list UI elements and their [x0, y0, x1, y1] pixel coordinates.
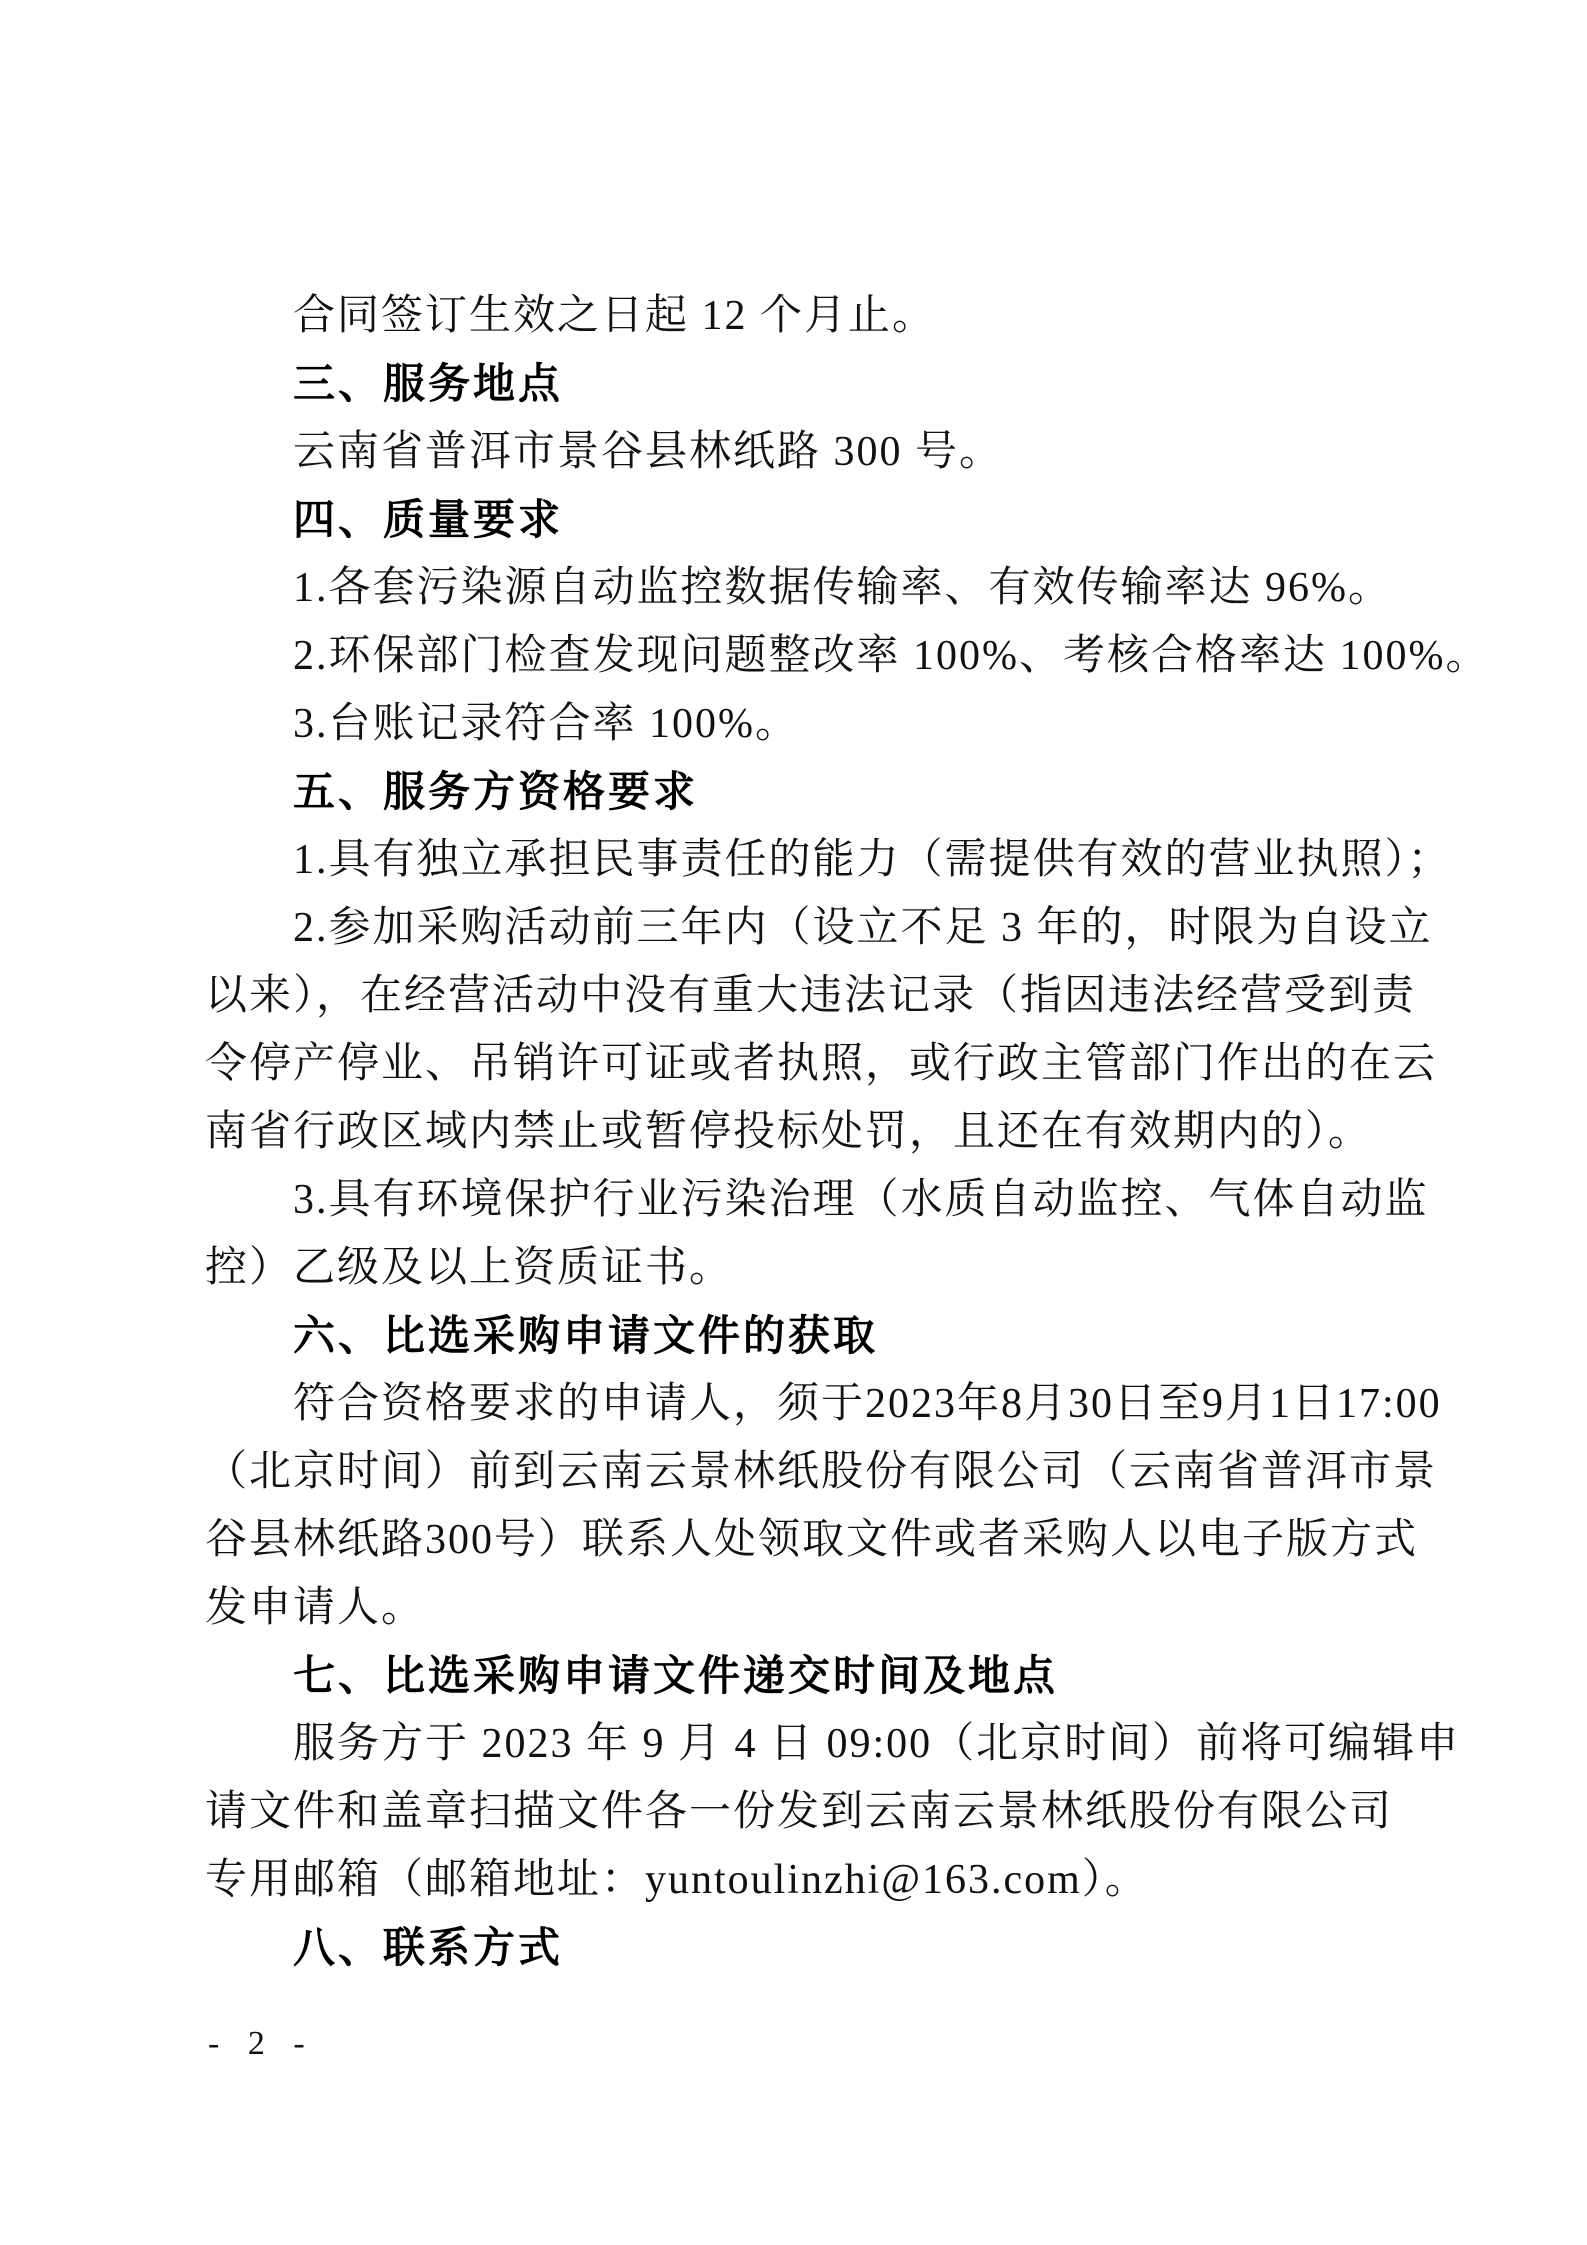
body-text-line: 1.各套污染源自动监控数据传输率、有效传输率达 96%。 [293, 565, 1392, 611]
body-text-line: 专用邮箱（邮箱地址：yuntoulinzhi@163.com）。 [205, 1857, 1149, 1903]
body-text-line: 控）乙级及以上资质证书。 [205, 1245, 734, 1291]
body-text-line: 请文件和盖章扫描文件各一份发到云南云景林纸股份有限公司 [205, 1789, 1394, 1835]
section-heading: 七、比选采购申请文件递交时间及地点 [293, 1652, 1059, 1699]
body-text-line: 南省行政区域内禁止或暂停投标处罚，且还在有效期内的）。 [205, 1109, 1373, 1155]
body-text-line: 2.环保部门检查发现问题整改率 100%、考核合格率达 100%。 [293, 633, 1490, 679]
body-text-line: 令停产停业、吊销许可证或者执照，或行政主管部门作出的在云 [205, 1041, 1438, 1087]
body-text-line: 1.具有独立承担民事责任的能力（需提供有效的营业执照）； [293, 837, 1452, 883]
body-text-line: 3.具有环境保护行业污染治理（水质自动监控、气体自动监 [293, 1177, 1429, 1223]
body-text-line: 3.台账记录符合率 100%。 [293, 701, 799, 747]
section-heading: 三、服务地点 [293, 360, 564, 407]
document-body [205, 282, 1490, 1982]
body-text-line: 服务方于 2023 年 9 月 4 日 09:00（北京时间）前将可编辑申 [293, 1721, 1461, 1767]
section-heading: 四、质量要求 [293, 496, 564, 543]
body-text-line: （北京时间）前到云南云景林纸股份有限公司（云南省普洱市景 [205, 1449, 1438, 1495]
body-text-line: 发申请人。 [205, 1585, 426, 1631]
body-text-line: 2.参加采购活动前三年内（设立不足 3 年的，时限为自设立 [293, 905, 1433, 951]
section-heading: 六、比选采购申请文件的获取 [293, 1312, 879, 1359]
page-number: - 2 - [208, 2025, 315, 2062]
body-text-line: 符合资格要求的申请人，须于2023年8月30日至9月1日17:00 [293, 1381, 1442, 1427]
body-text-line: 谷县林纸路300号）联系人处领取文件或者采购人以电子版方式 [205, 1517, 1419, 1563]
body-text-line: 以来），在经营活动中没有重大违法记录（指因违法经营受到责 [205, 973, 1417, 1019]
section-heading: 五、服务方资格要求 [293, 768, 699, 815]
body-text-line: 云南省普洱市景谷县林纸路 300 号。 [293, 429, 1004, 475]
body-text-line: 合同签订生效之日起 12 个月止。 [293, 293, 937, 339]
section-heading: 八、联系方式 [293, 1924, 564, 1971]
